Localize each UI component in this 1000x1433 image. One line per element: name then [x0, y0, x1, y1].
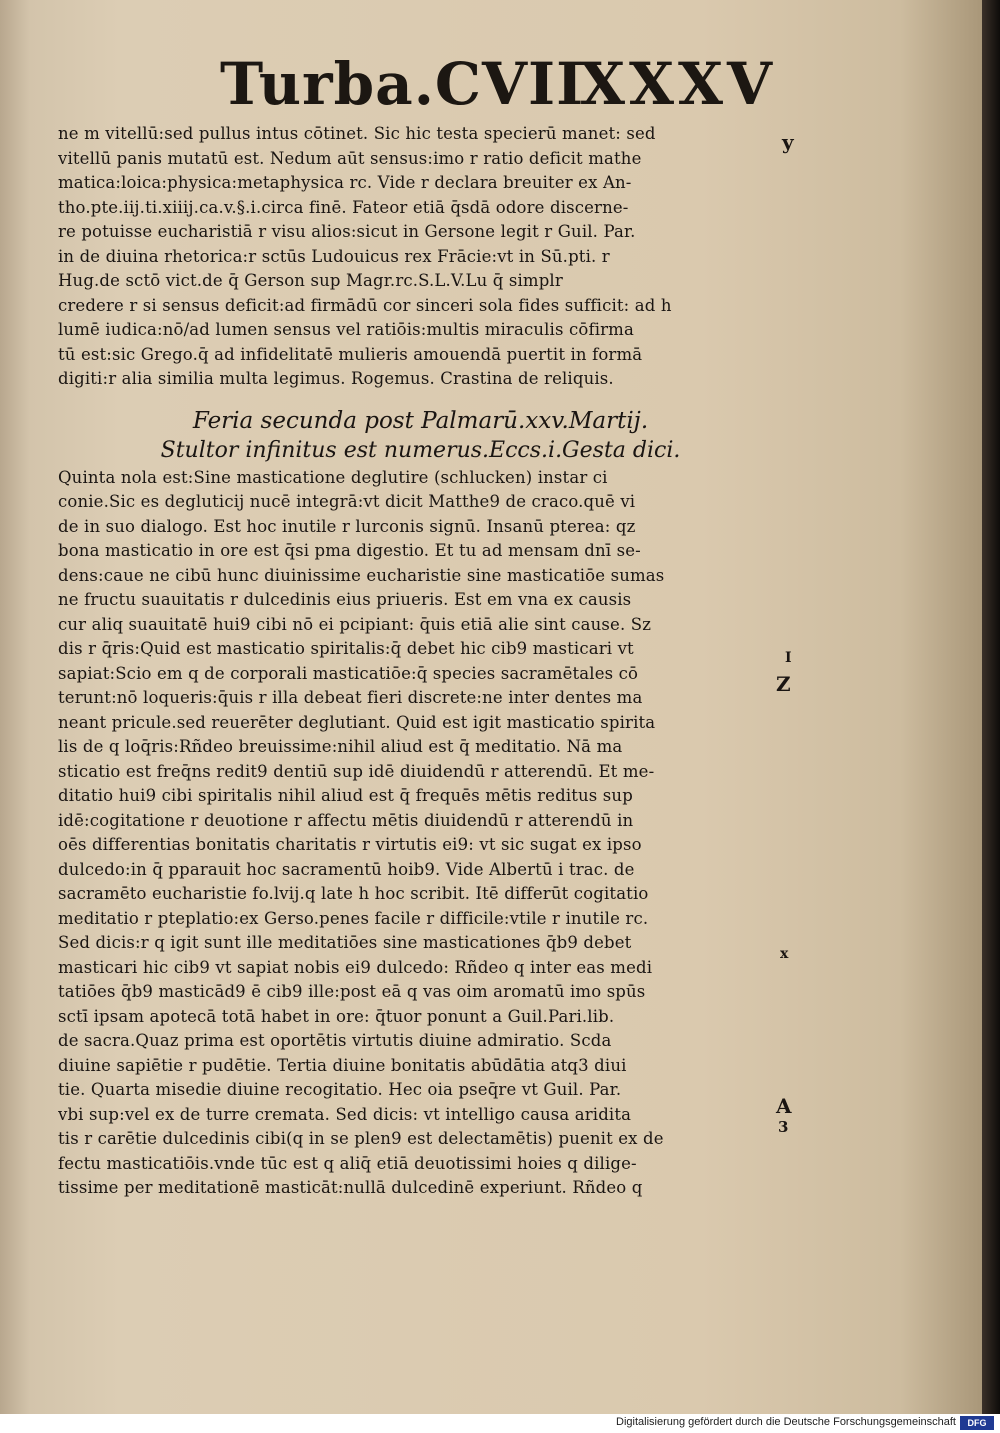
body-line: fectu masticatiōis.vnde tūc est q aliq̄ etiā deuotissimi hoies q dilige-	[58, 1153, 637, 1173]
text-line: ne m vitellū:sed pullus intus cōtinet. Sic hic testa specierū manet: sed	[58, 124, 656, 143]
body-line: sacramēto eucharistie fo.lvij.q late h hoc scribit. Itē differūt cogitatio	[58, 884, 649, 903]
section-subheading: Stultor infinitus est numerus.Eccs.i.Gesta dici.	[160, 437, 681, 463]
body-line: masticari hic cib9 vt sapiat nobis ei9 dulcedo: Rñdeo q inter eas medi	[58, 957, 653, 977]
body-line: de in suo dialogo. Est hoc inutile r lurconis signū. Insanū pterea: qz	[58, 516, 636, 536]
header-left: Turba.CVII	[220, 50, 585, 118]
body-line: ditatio hui9 cibi spiritalis nihil aliud est q̄ frequēs mētis reditus sup	[58, 786, 633, 805]
section-heading: Feria secunda post Palmarū.xxv.Martij.	[192, 407, 649, 434]
body-line: cur aliq suauitatē hui9 cibi nō ei pcipiant: q̄uis etiā alie sint cause. Sz	[58, 614, 652, 634]
body-line: lis de q loq̄ris:Rñdeo breuissime:nihil aliud est q̄ meditatio. Nā ma	[58, 737, 623, 756]
text-line: re potuisse eucharistiā r visu alios:sicut in Gersone legit r Guil. Par.	[58, 222, 636, 241]
body-line: terunt:nō loqueris:q̄uis r illa debeat fieri discrete:ne inter dentes ma	[58, 688, 643, 707]
text-line: Hug.de sctō vict.de q̄ Gerson sup Magr.rc.S.L.V.Lu q̄ simplr	[58, 271, 563, 290]
body-line: sctī ipsam apotecā totā habet in ore: q̄tuor ponunt a Guil.Pari.lib.	[58, 1006, 615, 1026]
funding-credit: Digitalisierung gefördert durch die Deutsche Forschungsgemeinschaft	[616, 1416, 956, 1428]
body-line: tissime per meditationē masticāt:nullā dulcedinē experiunt. Rñdeo q	[58, 1178, 643, 1197]
margin-mark: A	[776, 1094, 792, 1118]
text-block	[58, 122, 783, 1201]
running-header	[220, 50, 780, 120]
body-line: tatiōes q̄b9 masticād9 ē cib9 ille:post eā q vas oim aromatū imo spūs	[58, 982, 646, 1001]
margin-mark: I	[785, 650, 792, 666]
body-line: tis r carētie dulcedinis cibi(q in se plen9 est delectamētis) puenit ex de	[58, 1129, 664, 1148]
body-line: sapiat:Scio em q de corporali masticatiōe:q̄ species sacramētales cō	[58, 663, 639, 683]
body-line: Quinta nola est:Sine masticatione deglutire (schlucken) instar ci	[58, 467, 608, 487]
body-line: dulcedo:in q̄ pparauit hoc sacramentū hoib9. Vide Albertū i trac. de	[58, 859, 635, 879]
body-line: meditatio r pteplatio:ex Gerso.penes facile r difficile:vtile r inutile rc.	[58, 908, 649, 928]
text-line: credere r si sensus deficit:ad firmādū cor sinceri sola fides sufficit: ad h	[58, 295, 672, 315]
body-line: Sed dicis:r q igit sunt ille meditatiōes sine masticationes q̄b9 debet	[58, 933, 632, 952]
folio-number: XXXV	[580, 50, 777, 118]
text-line: digiti:r alia similia multa legimus. Rogemus. Crastina de reliquis.	[58, 369, 614, 388]
body-line: dis r q̄ris:Quid est masticatio spiritalis:q̄ debet hic cib9 masticari vt	[58, 639, 634, 658]
dfg-logo: DFG	[960, 1416, 994, 1430]
body-line: vbi sup:vel ex de turre cremata. Sed dicis: vt intelligo causa aridita	[58, 1104, 632, 1124]
text-line: vitellū panis mutatū est. Nedum aūt sensus:imo r ratio deficit mathe	[58, 148, 642, 168]
body-line: idē:cogitatione r deuotione r affectu mētis diuidendū r atterendū in	[58, 810, 634, 830]
body-line: conie.Sic es degluticij nucē integrā:vt dicit Matthe9 de craco.quē vi	[58, 492, 636, 511]
text-line: tho.pte.iij.ti.xiiij.ca.v.§.i.circa finē. Fateor etiā q̄sdā odore discerne-	[58, 197, 629, 217]
text-line: tū est:sic Grego.q̄ ad infidelitatē mulieris amouendā puertit in formā	[58, 344, 643, 364]
margin-mark: x	[780, 946, 789, 962]
body-line: de sacra.Quaz prima est oportētis virtutis diuine admiratio. Scda	[58, 1031, 612, 1050]
text-line: matica:loica:physica:metaphysica rc. Vide r declara breuiter ex An-	[58, 173, 632, 192]
body-line: oēs differentias bonitatis charitatis r virtutis ei9: vt sic sugat ex ipso	[58, 835, 642, 854]
body-line: dens:caue ne cibū hunc diuinissime eucharistie sine masticatiōe sumas	[58, 565, 665, 585]
footer-bar	[0, 1414, 1000, 1433]
body-line: sticatio est freq̄ns redit9 dentiū sup idē diuidendū r atterendū. Et me-	[58, 761, 655, 781]
body-line: ne fructu suauitatis r dulcedinis eius priueris. Est em vna ex causis	[58, 590, 632, 609]
body-line: tie. Quarta misedie diuine recogitatio. Hec oia pseq̄re vt Guil. Par.	[58, 1080, 622, 1099]
text-line: lumē iudica:nō/ad lumen sensus vel ratiōis:multis miraculis cōfirma	[58, 320, 634, 339]
margin-mark: y	[782, 130, 794, 154]
book-binding-edge	[982, 0, 1000, 1414]
body-line: bona masticatio in ore est q̄si pma digestio. Et tu ad mensam dnī se-	[58, 541, 641, 560]
text-line: in de diuina rhetorica:r sctūs Ludouicus rex Frācie:vt in Sū.pti. r	[58, 246, 610, 266]
margin-mark: 3	[778, 1118, 789, 1136]
body-line: neant pricule.sed reuerēter deglutiant. Quid est igit masticatio spirita	[58, 712, 656, 732]
margin-mark: Z	[776, 672, 791, 696]
body-line: diuine sapiētie r pudētie. Tertia diuine bonitatis abūdātia atq3 diui	[58, 1055, 627, 1075]
